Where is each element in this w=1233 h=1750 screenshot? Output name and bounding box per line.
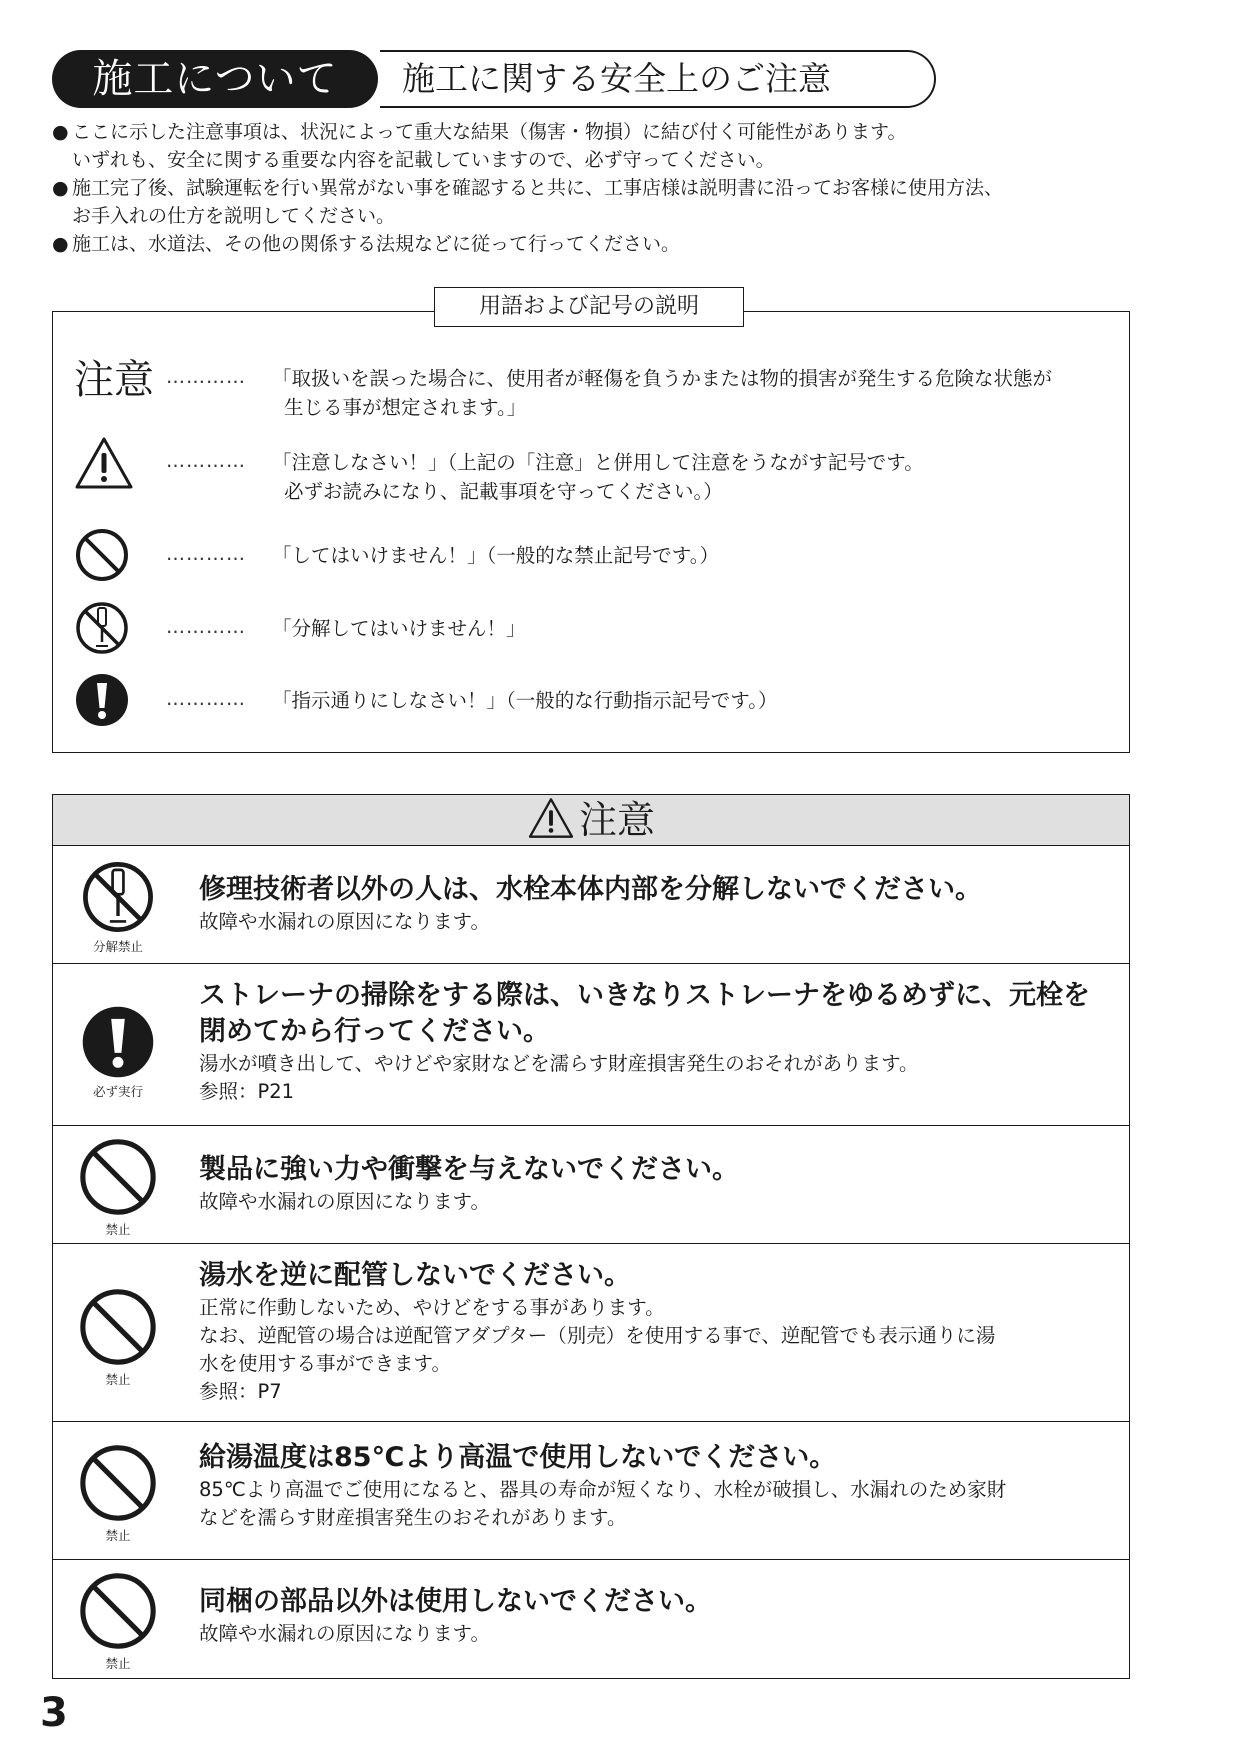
caution-body: 85℃より高温でご使用になると、器具の寿命が短くなり、水栓が破損し、水漏れのため家財 などを濡らす財産損害発生のおそれがあります。 xyxy=(199,1478,1007,1529)
caution-body: 湯水が噴き出して、やけどや家財などを濡らす財産損害発生のおそれがあります。 参照：P21 xyxy=(199,1052,919,1103)
caution-row xyxy=(53,1244,1129,1422)
caution-title: 湯水を逆に配管しないでください。 xyxy=(199,1260,631,1291)
intro-notes xyxy=(52,118,1192,258)
caution-row xyxy=(53,964,1129,1126)
caution-body: 正常に作動しないため、やけどをする事があります。 なお、逆配管の場合は逆配管アダプター（別売）を使用する事で、逆配管でも表示通りに湯 水を使用する事ができます。 参照：P7 xyxy=(199,1296,996,1403)
mandatory-action-icon xyxy=(74,672,154,732)
warning-triangle-icon xyxy=(527,797,575,839)
caution-title: 給湯温度は85℃より高温で使用しないでください。 xyxy=(199,1442,837,1473)
caution-body: 故障や水漏れの原因になります。 xyxy=(199,1190,490,1213)
icon-caption: 禁止 xyxy=(105,1222,131,1237)
caution-row xyxy=(53,1560,1129,1678)
caution-title: 修理技術者以外の人は、水栓本体内部を分解しないでください。 xyxy=(199,874,982,905)
warning-triangle-icon xyxy=(74,436,154,496)
icon-caption: 禁止 xyxy=(105,1656,131,1671)
prohibition-icon xyxy=(74,527,154,587)
caution-row xyxy=(53,1422,1129,1560)
intro-item: ● 施工は、水道法、その他の関係する法規などに従って行ってください。 xyxy=(52,233,681,255)
page-header xyxy=(52,50,918,108)
icon-caption: 必ず実行 xyxy=(92,1084,143,1099)
caution-body: 故障や水漏れの原因になります。 xyxy=(199,910,490,933)
caution-title: 製品に強い力や衝撃を与えないでください。 xyxy=(199,1154,739,1185)
caution-heading: 注意 xyxy=(53,795,1129,846)
page-number: 3 xyxy=(40,1690,68,1736)
terms-title: 用語および記号の説明 xyxy=(434,287,744,327)
no-disassembly-icon xyxy=(80,859,156,935)
icon-caption: 禁止 xyxy=(105,1372,131,1387)
caution-title: 同梱の部品以外は使用しないでください。 xyxy=(199,1586,712,1617)
caution-title: ストレーナの掃除をする際は、いきなりストレーナをゆるめずに、元栓を 閉めてから行ってください。 xyxy=(199,980,1090,1047)
prohibition-icon xyxy=(77,1286,159,1368)
caution-row xyxy=(53,1126,1129,1244)
icon-caption: 分解禁止 xyxy=(92,939,143,954)
icon-caption: 禁止 xyxy=(105,1528,131,1543)
prohibition-icon xyxy=(77,1136,159,1218)
prohibition-icon xyxy=(77,1570,159,1652)
intro-item: ● 施工完了後、試験運転を行い異常がない事を確認すると共に、工事店様は説明書に沿ってお客様に使用方法、 お手入れの仕方を説明してください。 xyxy=(52,177,1004,227)
caution-body: 故障や水漏れの原因になります。 xyxy=(199,1622,490,1645)
mandatory-action-icon xyxy=(80,1004,156,1080)
caution-table xyxy=(52,794,1130,1679)
section-title: 施工について xyxy=(52,50,378,108)
intro-item: ● ここに示した注意事項は、状況によって重大な結果（傷害・物損）に結び付く可能性があります。 いずれも、安全に関する重要な内容を記載していますので、必ず守ってください。 xyxy=(52,121,907,171)
caution-row xyxy=(53,846,1129,964)
section-subtitle: 施工に関する安全上のご注意 xyxy=(380,50,936,108)
no-disassembly-icon xyxy=(74,600,154,660)
prohibition-icon xyxy=(77,1442,159,1524)
caution-word: 注意 xyxy=(74,357,154,403)
